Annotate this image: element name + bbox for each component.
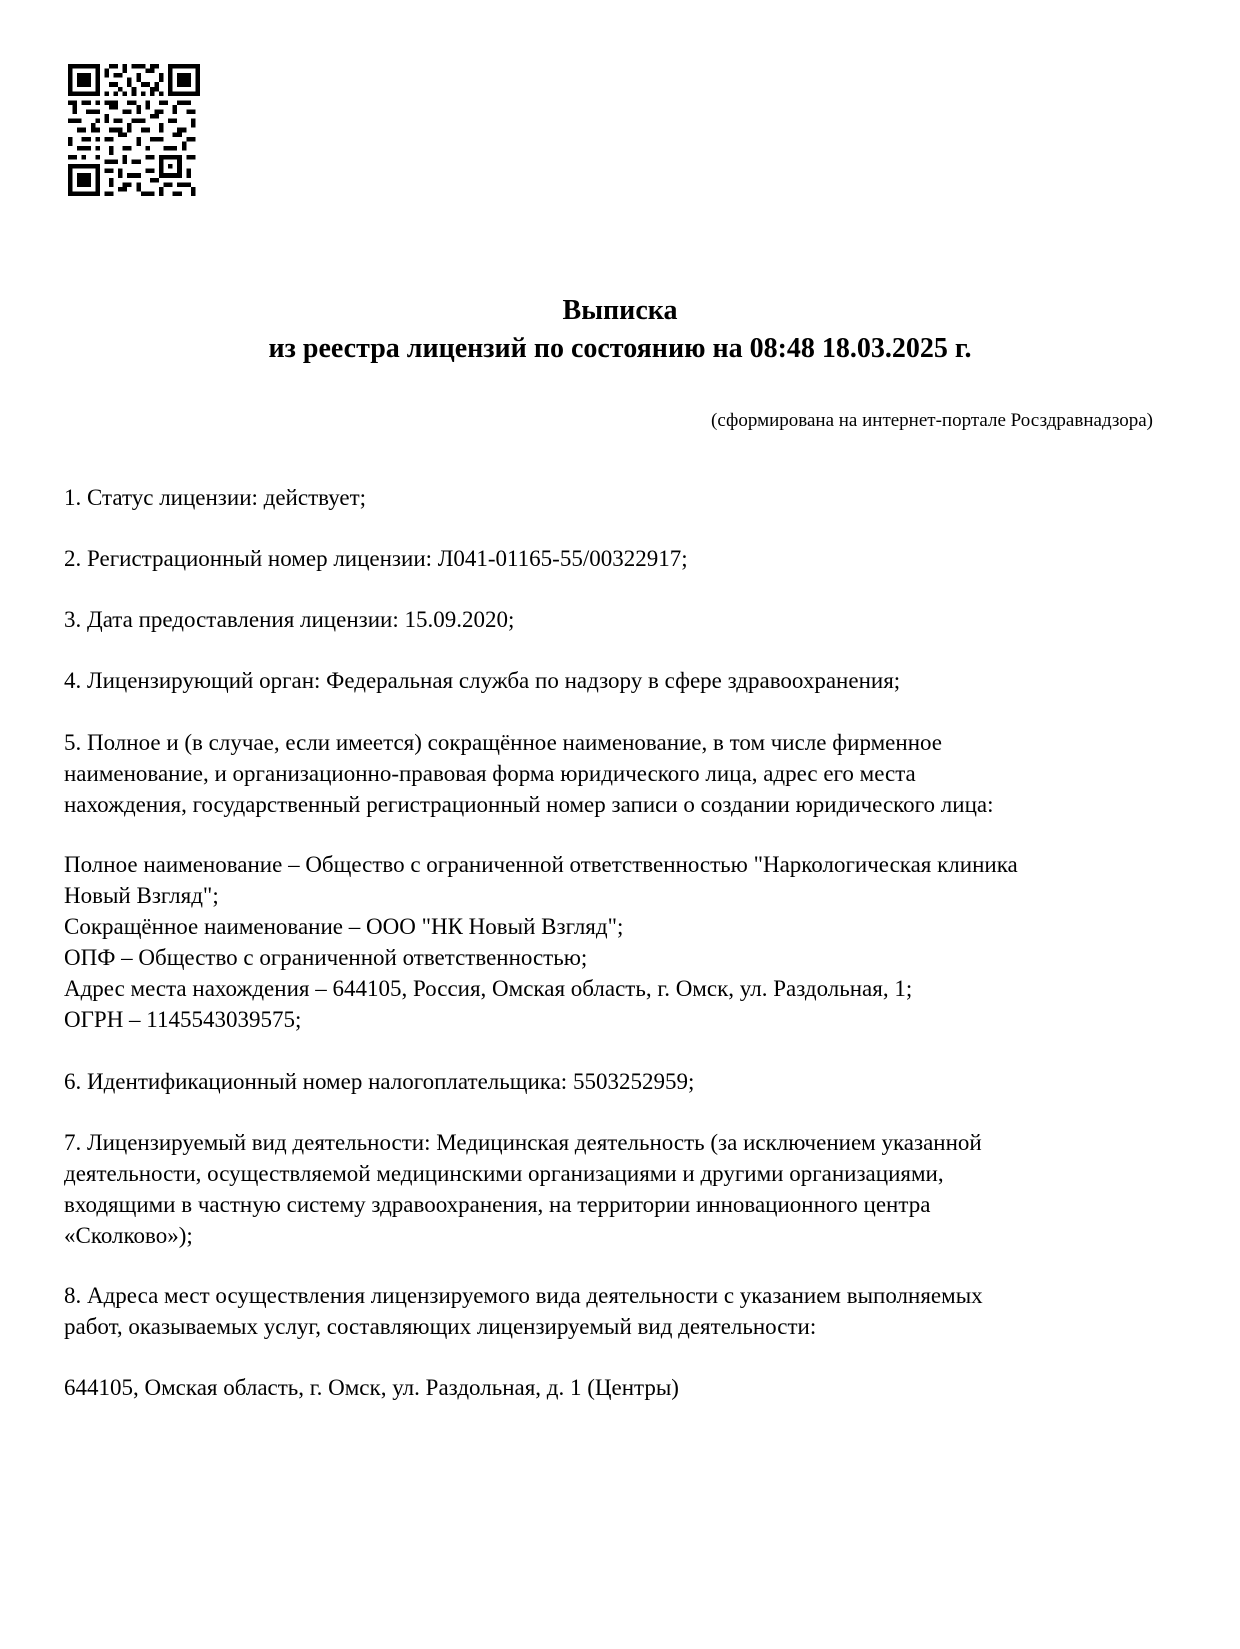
org-full-name-cont: Новый Взгляд"; bbox=[64, 883, 219, 908]
item-inn-text: 6. Идентификационный номер налогоплательщика: 5503252959; bbox=[64, 1069, 695, 1094]
document-title: Выписка bbox=[562, 295, 678, 326]
item-reg-number-text: 2. Регистрационный номер лицензии: Л041-01165-55/00322917; bbox=[64, 546, 688, 571]
item7-line: 7. Лицензируемый вид деятельности: Медицинская деятельность (за исключением указанной bbox=[64, 1130, 982, 1155]
item-activity-addresses bbox=[64, 1280, 1174, 1342]
item-authority bbox=[64, 665, 1174, 696]
activity-address bbox=[64, 1372, 1174, 1403]
item8-line: 8. Адреса мест осуществления лицензируемого вида деятельности с указанием выполняемых bbox=[64, 1283, 983, 1308]
item-status bbox=[64, 482, 1174, 513]
org-ogrn: ОГРН – 1145543039575; bbox=[64, 1007, 302, 1032]
item7-line: «Сколково»); bbox=[64, 1223, 193, 1248]
item-authority-text: 4. Лицензирующий орган: Федеральная служба по надзору в сфере здравоохранения; bbox=[64, 668, 901, 693]
item5-line: нахождения, государственный регистрационный номер записи о создании юридического лица: bbox=[64, 792, 994, 817]
item8-line: работ, оказываемых услуг, составляющих лицензируемый вид деятельности: bbox=[64, 1314, 817, 1339]
activity-address-text: 644105, Омская область, г. Омск, ул. Раздольная, д. 1 (Центры) bbox=[64, 1375, 679, 1400]
document-subtitle: из реестра лицензий по состоянию на 08:48 18.03.2025 г. bbox=[268, 333, 972, 364]
org-legal-form: ОПФ – Общество с ограниченной ответственностью; bbox=[64, 945, 588, 970]
item-status-text: 1. Статус лицензии: действует; bbox=[64, 485, 367, 510]
item-reg-number bbox=[64, 543, 1174, 574]
source-note: (сформирована на интернет-портале Росздравнадзора) bbox=[711, 410, 1153, 431]
item-issue-date bbox=[64, 604, 1174, 635]
item-entity-description bbox=[64, 727, 1174, 820]
item-activity bbox=[64, 1127, 1174, 1251]
item-issue-date-text: 3. Дата предоставления лицензии: 15.09.2020; bbox=[64, 607, 515, 632]
org-short-name: Сокращённое наименование – ООО "НК Новый Взгляд"; bbox=[64, 914, 624, 939]
org-address: Адрес места нахождения – 644105, Россия, Омская область, г. Омск, ул. Раздольная, 1; bbox=[64, 976, 913, 1001]
qr-code-icon bbox=[68, 64, 200, 196]
item7-line: деятельности, осуществляемой медицинскими организациями и другими организациями, bbox=[64, 1161, 944, 1186]
item5-line: 5. Полное и (в случае, если имеется) сокращённое наименование, в том числе фирменное bbox=[64, 730, 942, 755]
document-heading bbox=[0, 292, 1240, 368]
item7-line: входящими в частную систему здравоохранения, на территории инновационного центра bbox=[64, 1192, 931, 1217]
item-inn bbox=[64, 1066, 1174, 1097]
organization-details bbox=[64, 849, 1174, 1035]
org-full-name: Полное наименование – Общество с ограниченной ответственностью "Наркологическая клиника bbox=[64, 852, 1018, 877]
item5-line: наименование, и организационно-правовая форма юридического лица, адрес его места bbox=[64, 761, 916, 786]
